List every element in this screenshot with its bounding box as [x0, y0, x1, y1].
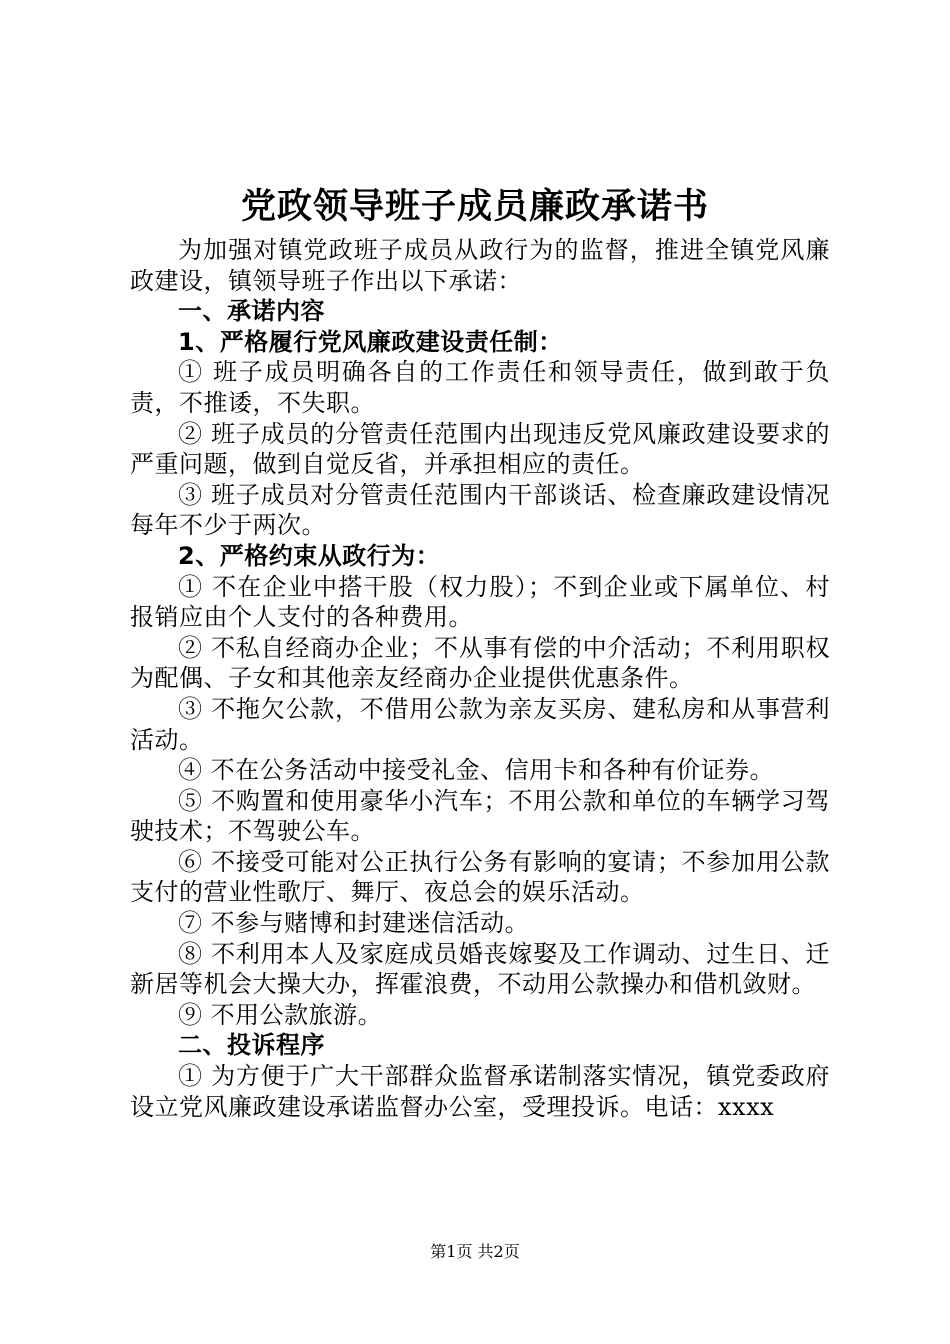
- list-item: ① 班子成员明确各自的工作责任和领导责任，做到敢于负责，不推诿，不失职。: [130, 358, 830, 417]
- list-item: ⑥ 不接受可能对公正执行公务有影响的宴请；不参加用公款支付的营业性歌厅、舞厅、夜总会的娱乐活动。: [130, 847, 830, 907]
- list-item: ④ 不在公务活动中接受礼金、信用卡和各种有价证券。: [178, 756, 775, 785]
- list-item: ② 班子成员的分管责任范围内出现违反党风廉政建设要求的严重问题，做到自觉反省，并承担相应的责任。: [130, 419, 830, 479]
- list-item: ⑦ 不参与赌博和封建迷信活动。: [178, 909, 530, 938]
- list-item: ① 为方便于广大干部群众监督承诺制落实情况，镇党委政府设立党风廉政建设承诺监督办公室，受理投诉。电话：xxxx: [130, 1062, 830, 1121]
- section-heading-complaints: 二、投诉程序: [178, 1031, 325, 1060]
- list-item: ⑧ 不利用本人及家庭成员婚丧嫁娶及工作调动、过生日、迁新居等机会大操大办，挥霍浪费，不动用公款操办和借机敛财。: [130, 939, 830, 999]
- list-item: ② 不私自经商办企业；不从事有偿的中介活动；不利用职权为配偶、子女和其他亲友经商办企业提供优惠条件。: [130, 633, 830, 693]
- document-title: 党政领导班子成员廉政承诺书: [240, 186, 709, 227]
- list-item: ③ 不拖欠公款，不借用公款为亲友买房、建私房和从事营利活动。: [130, 694, 830, 754]
- document-body: [130, 235, 830, 1122]
- subsection-heading-conduct: 2、严格约束从政行为：: [178, 541, 441, 570]
- intro-paragraph: 为加强对镇党政班子成员从政行为的监督，推进全镇党风廉政建设，镇领导班子作出以下承诺：: [130, 236, 830, 295]
- list-item: ⑨ 不用公款旅游。: [178, 1000, 383, 1029]
- list-item: ③ 班子成员对分管责任范围内干部谈话、检查廉政建设情况每年不少于两次。: [130, 480, 830, 540]
- section-heading-commitments: 一、承诺内容: [178, 297, 325, 326]
- list-item: ⑤ 不购置和使用豪华小汽车；不用公款和单位的车辆学习驾驶技术；不驾驶公车。: [130, 786, 830, 846]
- list-item: ① 不在企业中搭干股（权力股）；不到企业或下属单位、村报销应由个人支付的各种费用。: [130, 572, 830, 632]
- page-number-footer: 第1页 共2页: [430, 1242, 520, 1261]
- subsection-heading-responsibility: 1、严格履行党风廉政建设责任制：: [178, 327, 563, 356]
